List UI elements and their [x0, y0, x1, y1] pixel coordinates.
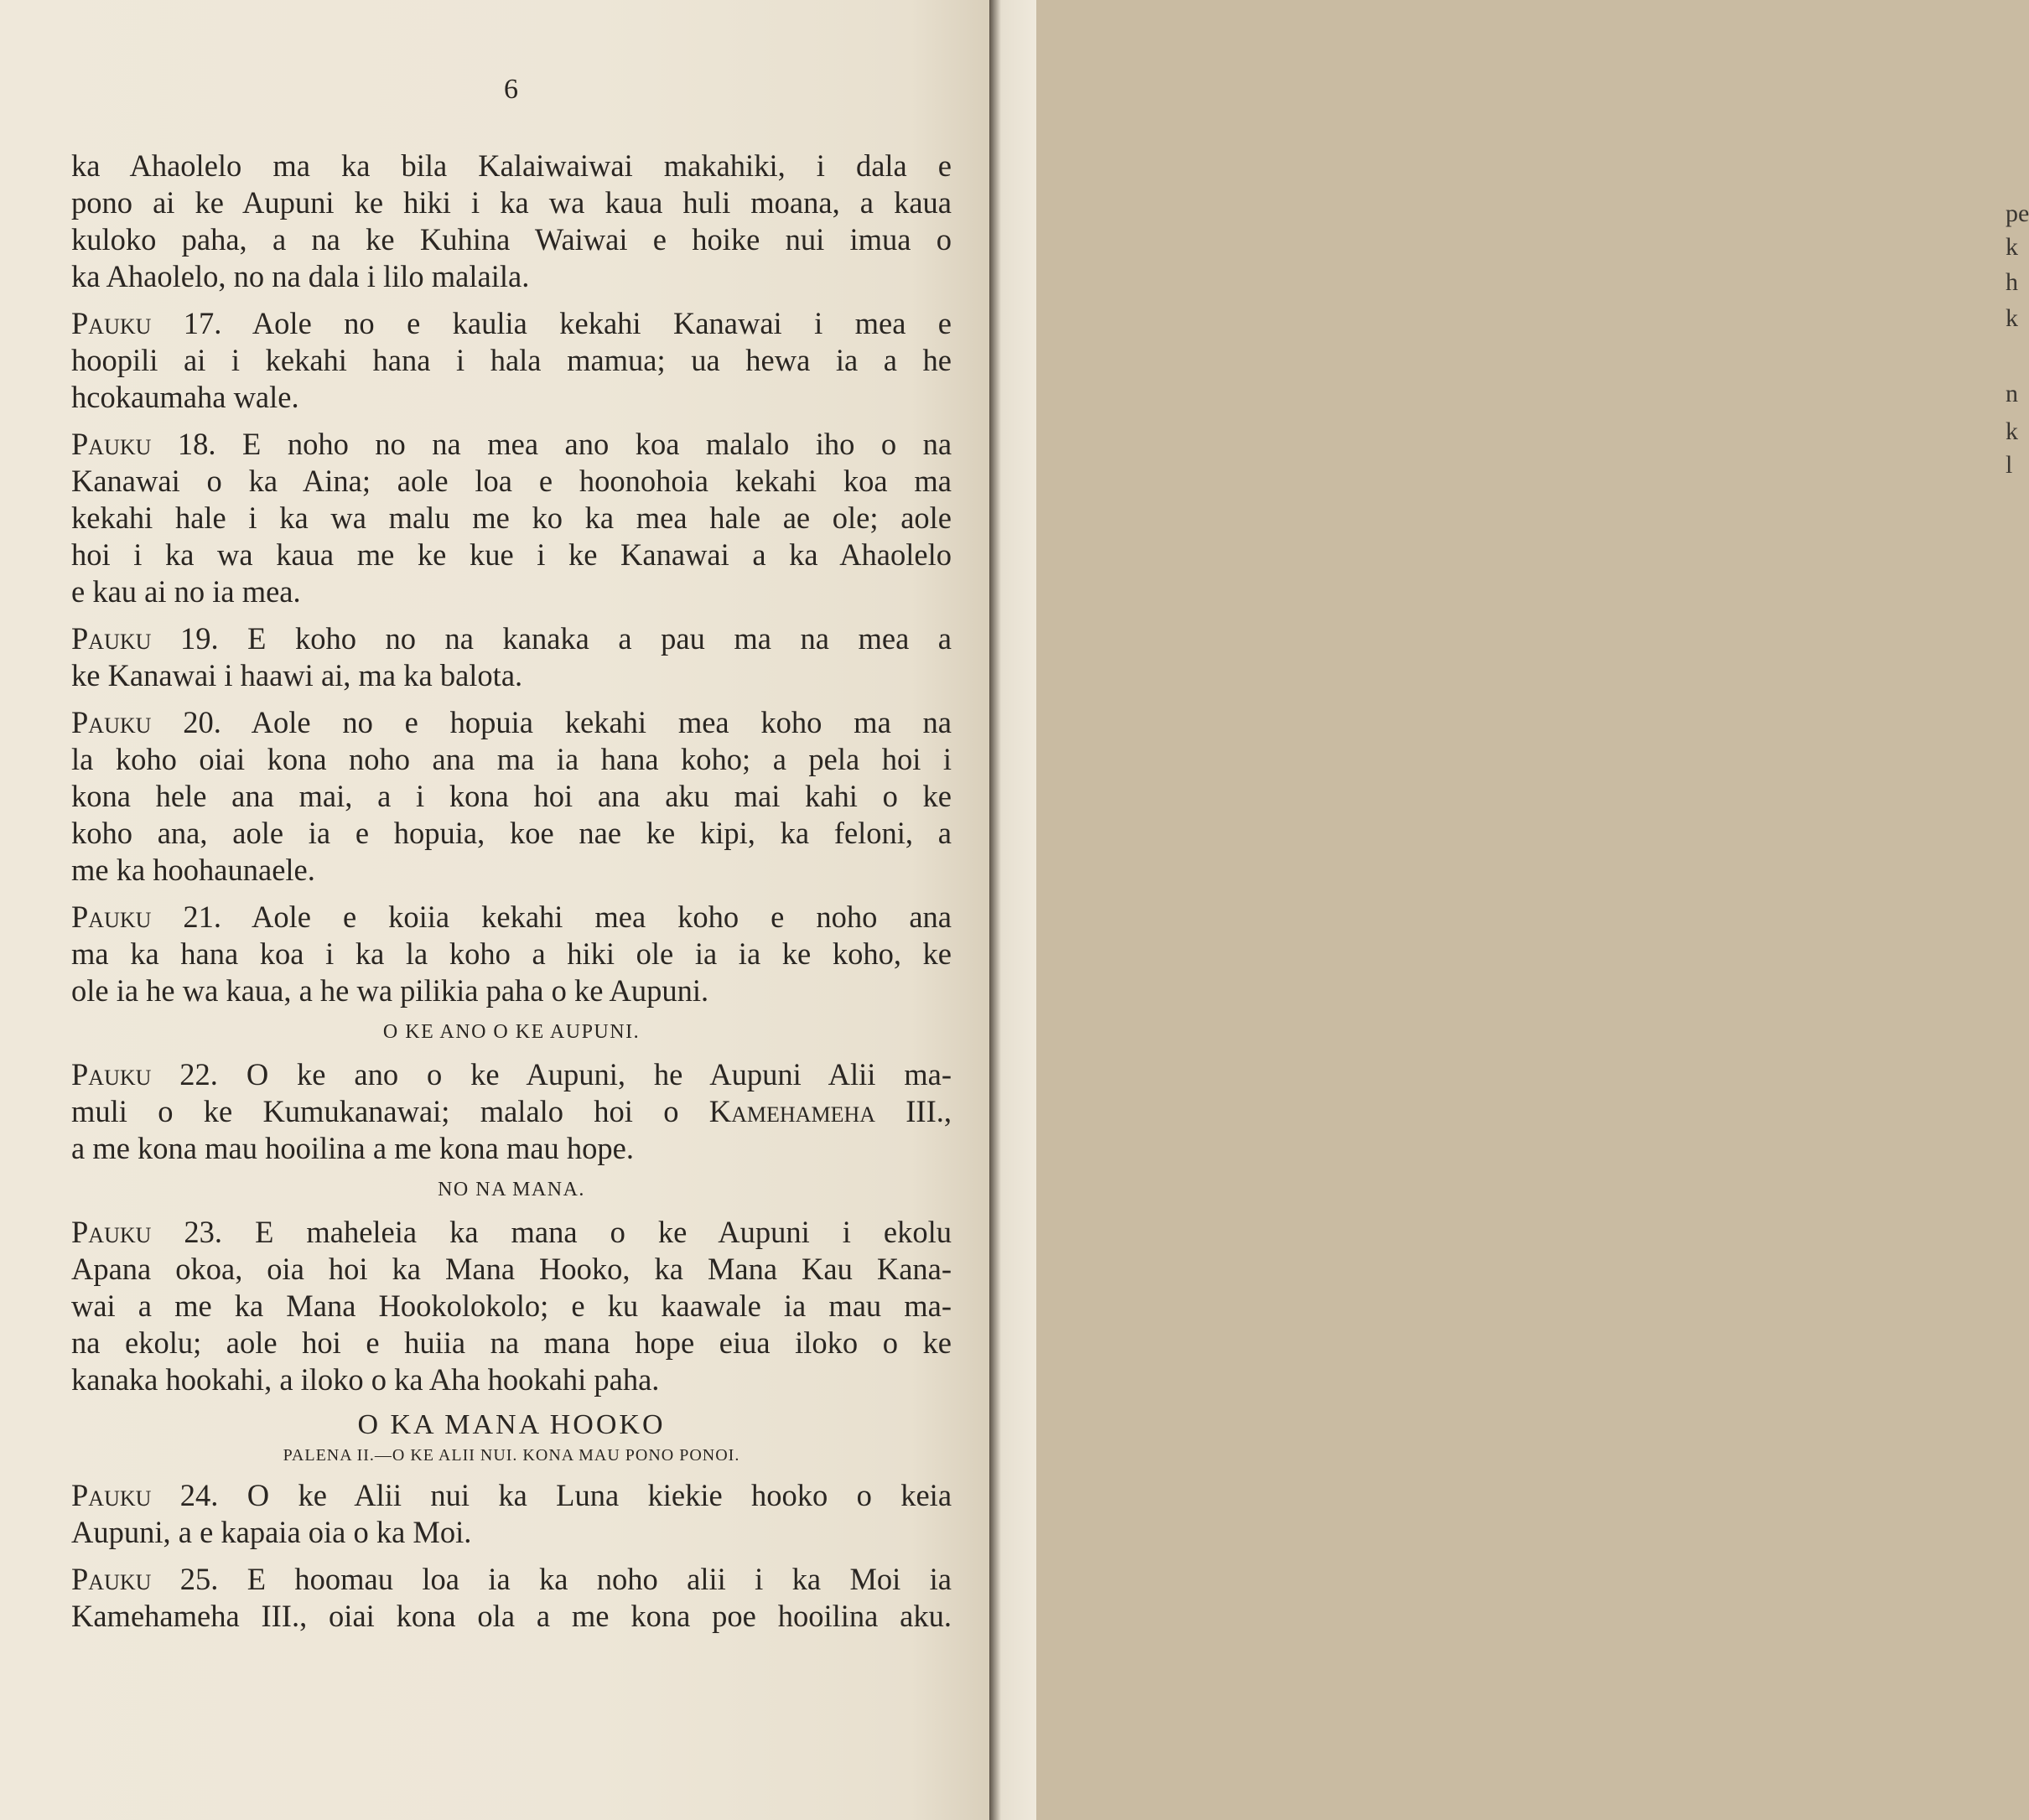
text-line: ke Kanawai i haawi ai, ma ka balota.	[71, 658, 523, 692]
page-text	[71, 74, 952, 1645]
text-span: E koho no na kanaka a pau ma na mea a	[247, 621, 952, 656]
text-line	[71, 1477, 952, 1514]
text-line: kanaka hookahi, a iloko o ka Aha hookahi paha.	[71, 1362, 660, 1397]
section-label: Pauku 24.	[71, 1478, 219, 1512]
text-line: Kanawai o ka Aina; aole loa e hoonohoia kekahi koa ma	[71, 464, 952, 498]
paragraph-continued	[71, 148, 952, 295]
text-line: hcokaumaha wale.	[71, 380, 299, 414]
section-25	[71, 1561, 952, 1635]
edge-text-fragment: k	[2006, 233, 2018, 261]
text-line	[71, 1214, 952, 1251]
edge-text-fragment: h	[2006, 268, 2018, 296]
page-number: 6	[504, 74, 519, 105]
text-span: Aole e koiia kekahi mea koho e noho ana	[252, 900, 952, 934]
text-span: E hoomau loa ia ka noho alii i ka Moi ia	[246, 1562, 952, 1596]
section-label: Pauku 18.	[71, 427, 216, 461]
text-line: pono ai ke Aupuni ke hiki i ka wa kaua huli moana, a kaua	[71, 185, 952, 220]
text-line: na ekolu; aole hoi e huiia na mana hope eiua iloko o ke	[71, 1325, 952, 1360]
text-line: hoopili ai i kekahi hana i hala mamua; ua hewa ia a he	[71, 343, 952, 377]
heading-mana-hooko: O KA MANA HOOKO	[357, 1409, 666, 1440]
section-19	[71, 620, 952, 694]
text-line: ma ka hana koa i ka la koho a hiki ole ia ia ke koho, ke	[71, 936, 952, 971]
text-line: e kau ai no ia mea.	[71, 574, 301, 609]
heading-mana: NO NA MANA.	[438, 1179, 585, 1200]
section-18	[71, 426, 952, 610]
edge-text-fragment: k	[2006, 304, 2018, 332]
text-span: O ke ano o ke Aupuni, he Aupuni Alii ma-	[246, 1057, 952, 1091]
text-line: hoi i ka wa kaua me ke kue i ke Kanawai a ka Ahaolelo	[71, 537, 952, 572]
text-line: ka Ahaolelo, no na dala i lilo malaila.	[71, 259, 530, 293]
edge-text-fragment: n	[2006, 380, 2018, 407]
text-line: kuloko paha, a na ke Kuhina Waiwai e hoike nui imua o	[71, 222, 952, 257]
subheading-alii-nui: PALENA II.—O KE ALII NUI. KONA MAU PONO PONOI.	[283, 1446, 740, 1465]
text-span: E noho no na mea ano koa malalo iho o na	[242, 427, 952, 461]
section-23	[71, 1214, 952, 1398]
section-22	[71, 1056, 952, 1167]
text-line: a me kona mau hooilina a me kona mau hope.	[71, 1131, 634, 1165]
book-page	[0, 0, 989, 1820]
text-span: Aole no e hopuia kekahi mea koho ma na	[251, 705, 952, 739]
section-21	[71, 899, 952, 1009]
text-line	[71, 704, 952, 741]
text-line	[71, 1056, 952, 1093]
text-span: muli o ke Kumukanawai; malalo hoi o	[71, 1094, 679, 1128]
section-label: Pauku 25.	[71, 1562, 219, 1596]
section-24	[71, 1477, 952, 1551]
text-line: ole ia he wa kaua, a he wa pilikia paha o ke Aupuni.	[71, 973, 709, 1008]
section-20	[71, 704, 952, 889]
section-label: Pauku 17.	[71, 306, 222, 340]
text-line: Kamehameha III., oiai kona ola a me kona poe hooilina aku.	[71, 1599, 952, 1633]
section-label: Pauku 22.	[71, 1057, 218, 1091]
heading-aupuni: O KE ANO O KE AUPUNI.	[382, 1021, 641, 1043]
text-line	[71, 305, 952, 342]
section-label: Pauku 21.	[71, 900, 222, 934]
edge-text-fragment: k	[2006, 417, 2018, 445]
adjacent-page-edge	[989, 0, 2029, 1820]
text-span: E maheleia ka mana o ke Aupuni i ekolu	[255, 1215, 952, 1249]
text-line	[71, 426, 952, 463]
section-17	[71, 305, 952, 416]
text-line: kona hele ana mai, a i kona hoi ana aku mai kahi o ke	[71, 779, 952, 813]
text-line: kekahi hale i ka wa malu me ko ka mea hale ae ole; aole	[71, 500, 952, 535]
king-name: Kamehameha III.,	[708, 1094, 952, 1128]
edge-text-fragment: l	[2006, 451, 2013, 479]
section-label: Pauku 19.	[71, 621, 219, 656]
text-line: koho ana, aole ia e hopuia, koe nae ke kipi, ka feloni, a	[71, 816, 952, 850]
text-span: Aole no e kaulia kekahi Kanawai i mea e	[252, 306, 952, 340]
text-line	[71, 1561, 952, 1598]
text-line: la koho oiai kona noho ana ma ia hana koho; a pela hoi i	[71, 742, 952, 776]
text-line: wai a me ka Mana Hookolokolo; e ku kaawale ia mau ma-	[71, 1289, 952, 1323]
text-line	[71, 899, 952, 936]
edge-text-fragment: pe	[2006, 200, 2029, 227]
section-label: Pauku 20.	[71, 705, 221, 739]
text-span: O ke Alii nui ka Luna kiekie hooko o keia	[246, 1478, 952, 1512]
text-line	[71, 620, 952, 657]
section-label: Pauku 23.	[71, 1215, 223, 1249]
text-line: Apana okoa, oia hoi ka Mana Hooko, ka Mana Kau Kana-	[71, 1252, 952, 1286]
text-line: me ka hoohaunaele.	[71, 853, 315, 887]
text-line	[71, 1093, 952, 1130]
text-line: Aupuni, a e kapaia oia o ka Moi.	[71, 1515, 472, 1549]
text-line: ka Ahaolelo ma ka bila Kalaiwaiwai makahiki, i dala e	[71, 148, 952, 183]
